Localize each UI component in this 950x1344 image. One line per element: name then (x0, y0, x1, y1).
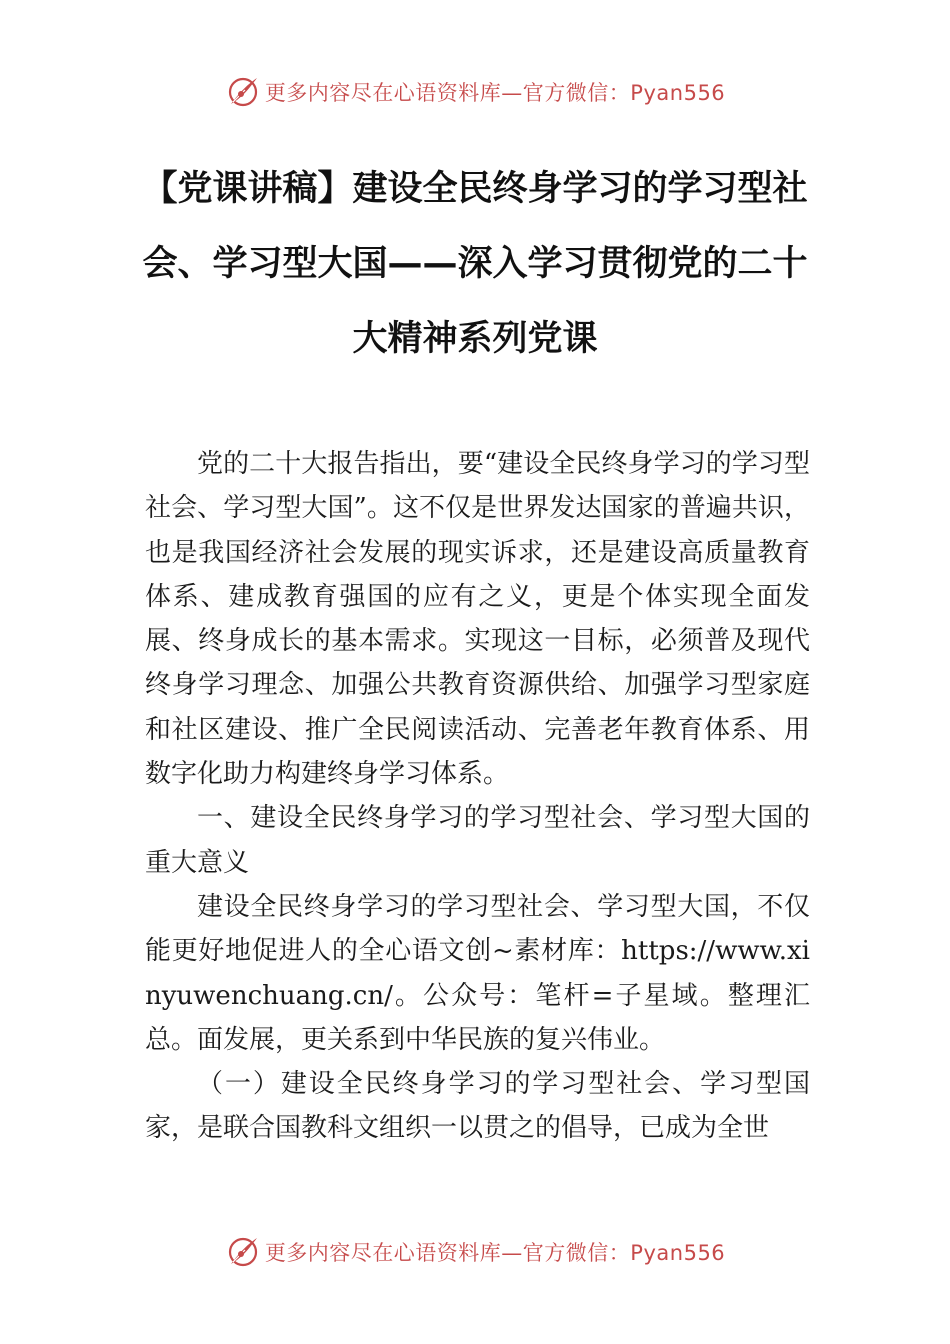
quill-pen-logo-icon (225, 1234, 261, 1270)
body-paragraph-1: 党的二十大报告指出，要“建设全民终身学习的学习型社会、学习型大国”。这不仅是世界发达国家的普遍共识，也是我国经济社会发展的现实诉求，还是建设高质量教育体系、建成教育强国的应有之义，更是个体实现全面发展、终身成长的基本需求。实现这一目标，必须普及现代终身学习理念、加强公共教育资源供给、加强学习型家庭和社区建设、推广全民阅读活动、完善老年教育体系、用数字化助力构建终身学习体系。 (145, 449, 810, 790)
quill-pen-logo-icon (225, 74, 261, 110)
footer-watermark-banner (0, 1232, 950, 1272)
header-watermark-text: 更多内容尽在心语资料库—官方微信：Pyan556 (264, 81, 726, 105)
subsection-paragraph-1: （一）建设全民终身学习的学习型社会、学习型国家，是联合国教科文组织一以贯之的倡导，已成为全世 (145, 1069, 810, 1144)
section-heading-1: 一、建设全民终身学习的学习型社会、学习型大国的重大意义 (145, 803, 810, 878)
footer-watermark-content (225, 1234, 725, 1270)
footer-watermark-text: 更多内容尽在心语资料库—官方微信：Pyan556 (264, 1241, 726, 1265)
body-paragraph-2: 建设全民终身学习的学习型社会、学习型大国，不仅能更好地促进人的全心语文创~素材库：https://www.xinyuwenchuang.cn/。公众号：笔杆=子星域。整理汇总。面发展，更关系到中华民族的复兴伟业。 (145, 891, 810, 1055)
header-watermark-banner (0, 72, 950, 112)
header-watermark-content (225, 74, 725, 110)
document-title: 【党课讲稿】建设全民终身学习的学习型社会、学习型大国——深入学习贯彻党的二十大精神系列党课 (142, 169, 808, 359)
document-body (145, 442, 810, 1151)
